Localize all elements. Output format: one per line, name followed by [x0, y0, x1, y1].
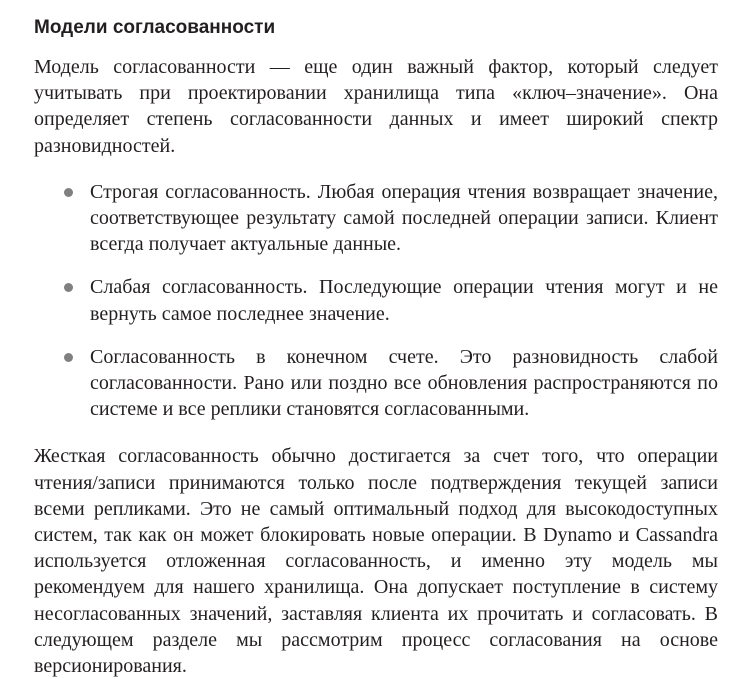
intro-paragraph: Модель согласованности — еще один важный фактор, который следует учитывать при проектировании хранилища типа «ключ–значение». Она определяет степень согласованности данных и имеет широкий спектр разновидностей. [34, 56, 718, 157]
section-heading: Модели согласованности [34, 17, 276, 38]
list-item-weak-consistency [34, 274, 718, 326]
document-page [34, 14, 718, 679]
consistency-models-list [34, 179, 718, 423]
list-item-eventual-consistency [34, 344, 718, 423]
list-item-text: Слабая согласованность. Последующие операции чтения могут и не вернуть самое последнее значение. [90, 276, 718, 325]
list-item-strong-consistency [34, 179, 718, 258]
list-item-text: Строгая согласованность. Любая операция чтения возвращает значение, соответствующее результату самой последней операции записи. Клиент всегда получает актуальные данные. [90, 180, 718, 256]
bullet-icon [64, 353, 73, 362]
bullet-icon [64, 188, 73, 197]
list-item-text: Согласованность в конечном счете. Это разновидность слабой согласованности. Рано или поздно все обновления распространяются по системе и все реплики становятся согласованными. [90, 345, 718, 421]
bullet-icon [64, 283, 73, 292]
closing-paragraph: Жесткая согласованность обычно достигается за счет того, что операции чтения/записи принимаются только после подтверждения текущей записи всеми репликами. Это не самый оптимальный подход для высокодоступных систем, так как он может блокировать новые операции. В Dynamo и Cassandra используется отложенная согласованность, и именно эту модель мы рекомендуем для нашего хранилища. Она допускает поступление в систему несогласованных значений, заставляя клиента их прочитать и согласовать. В следующем разделе мы рассмотрим процесс согласования на основе версионирования. [34, 445, 718, 678]
